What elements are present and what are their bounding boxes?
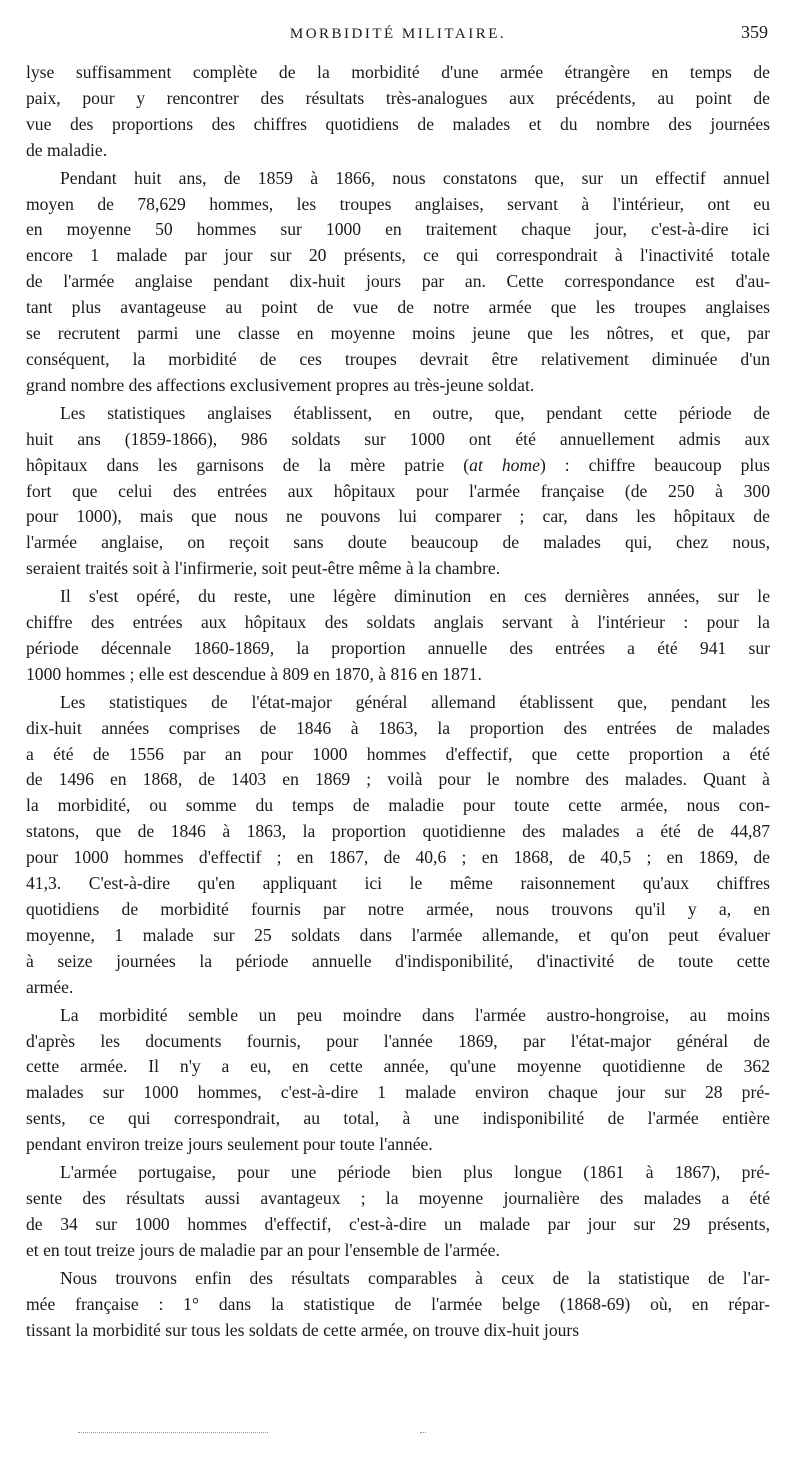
text-line: moyenne, 1 malade sur 25 soldats dans l'armée allemande, et qu'on peut évaluer [26,924,770,945]
running-header [26,22,770,60]
text-line: d'après les documents fournis, pour l'année 1869, par l'état-major général de [26,1030,770,1051]
text-line: tissant la morbidité sur tous les soldats de cette armée, on trouve dix-huit jours [26,1319,580,1340]
text-line: en moyenne 50 hommes sur 1000 en traitement chaque jour, c'est-à-dire ici [26,219,770,240]
footer-mark [420,1432,426,1434]
text-line: à seize journées la période annuelle d'indisponibilité, d'inactivité de toute cette [26,950,770,971]
paragraph [26,1003,770,1158]
paragraph [26,584,770,688]
text-line: de 1496 en 1868, de 1403 en 1869 ; voilà pour le nombre des malades. Quant à [26,769,770,790]
text-line: huit ans (1859-1866), 986 soldats sur 1000 ont été annuellement admis aux [26,428,770,449]
body-text [26,60,770,1343]
paragraph [26,1160,770,1264]
text-line: Pendant huit ans, de 1859 à 1866, nous constatons que, sur un effectif annuel [60,167,770,188]
text-line: armée. [26,976,74,997]
text-line: conséquent, la morbidité de ces troupes devrait être relativement diminuée d'un [26,348,770,369]
text-line: se recrutent parmi une classe en moyenne moins jeune que les nôtres, et que, par [26,323,770,344]
text-line: hôpitaux dans les garnisons de la mère patrie (at home) : chiffre beaucoup plus [26,454,770,475]
text-line: période décennale 1860-1869, la proportion annuelle des entrées a été 941 sur [26,637,770,658]
text-line: 41,3. C'est-à-dire qu'en appliquant ici le même raisonnement qu'aux chiffres [26,873,770,894]
paragraph [26,401,770,582]
running-title: MORBIDITÉ MILITAIRE. [289,26,507,42]
text-line: quotidiens de morbidité fournis par notre armée, nous trouvons qu'il y a, en [26,899,770,919]
text-line: de maladie. [26,139,108,160]
paragraph [26,690,770,1001]
footer-rule [78,1432,268,1434]
text-line: pour 1000), mais que nous ne pouvons lui comparer ; car, dans les hôpitaux de [26,506,770,527]
text-line: de 34 sur 1000 hommes d'effectif, c'est-à-dire un malade par jour sur 29 présents, [26,1213,770,1234]
paragraph [26,166,770,399]
text-line: mée française : 1° dans la statistique de l'armée belge (1868-69) où, en répar- [26,1293,770,1314]
page-number: 359 [741,22,768,42]
text-line: La morbidité semble un peu moindre dans l'armée austro-hongroise, au moins [60,1004,770,1025]
text-line: Les statistiques anglaises établissent, en outre, que, pendant cette période de [60,402,770,423]
text-line: l'armée anglaise, on reçoit sans doute beaucoup de malades qui, chez nous, [26,532,770,553]
text-line: encore 1 malade par jour sur 20 présents, ce qui correspondrait à l'inactivité totale [26,245,770,266]
paragraph [26,1266,770,1344]
text-line: sents, ce qui correspondrait, au total, à une indisponibilité de l'armée entière [26,1108,770,1129]
text-line: dix-huit années comprises de 1846 à 1863, la proportion des entrées de malades [26,717,770,738]
text-line: sente des résultats aussi avantageux ; la moyenne journalière des malades a été [26,1187,770,1208]
text-line: Il s'est opéré, du reste, une légère diminution en ces dernières années, sur le [60,586,770,607]
document-page [26,22,770,1345]
text-line: grand nombre des affections exclusivement propres au très-jeune soldat. [26,374,535,395]
text-line: chiffre des entrées aux hôpitaux des soldats anglais servant à l'intérieur : pour la [26,612,770,633]
text-line: pendant environ treize jours seulement pour toute l'année. [26,1134,433,1155]
text-line: a été de 1556 par an pour 1000 hommes d'effectif, que cette proportion a été [26,743,770,764]
text-line: la morbidité, ou somme du temps de maladie pour toute cette armée, nous con- [26,795,770,816]
text-line: pour 1000 hommes d'effectif ; en 1867, de 40,6 ; en 1868, de 40,5 ; en 1869, de [26,847,770,868]
text-line: 1000 hommes ; elle est descendue à 809 en 1870, à 816 en 1871. [26,663,482,684]
text-line: vue des proportions des chiffres quotidiens de malades et du nombre des journées [26,113,770,134]
text-line: Les statistiques de l'état-major général allemand établissent que, pendant les [60,691,770,712]
text-line: et en tout treize jours de maladie par an pour l'ensemble de l'armée. [26,1239,500,1260]
text-line: de l'armée anglaise pendant dix-huit jours par an. Cette correspondance est d'au- [26,271,770,292]
text-line: Nous trouvons enfin des résultats comparables à ceux de la statistique de l'ar- [60,1267,770,1288]
text-line: tant plus avantageuse au point de vue de notre armée que les troupes anglaises [26,297,770,318]
text-line: cette armée. Il n'y a eu, en cette année, qu'une moyenne quotidienne de 362 [26,1056,770,1077]
text-line: malades sur 1000 hommes, c'est-à-dire 1 malade environ chaque jour sur 28 pré- [26,1082,770,1103]
text-line: lyse suffisamment complète de la morbidité d'une armée étrangère en temps de [26,62,770,82]
text-line: moyen de 78,629 hommes, les troupes anglaises, servant à l'intérieur, ont eu [26,193,770,214]
text-line: seraient traités soit à l'infirmerie, soit peut-être même à la chambre. [26,558,501,579]
text-line: fort que celui des entrées aux hôpitaux pour l'armée française (de 250 à 300 [26,480,770,501]
text-line: L'armée portugaise, pour une période bien plus longue (1861 à 1867), pré- [60,1162,770,1183]
text-line: paix, pour y rencontrer des résultats très-analogues aux précédents, au point de [26,87,770,108]
paragraph [26,60,770,164]
text-line: statons, que de 1846 à 1863, la proportion quotidienne des malades a été de 44,87 [26,821,770,842]
